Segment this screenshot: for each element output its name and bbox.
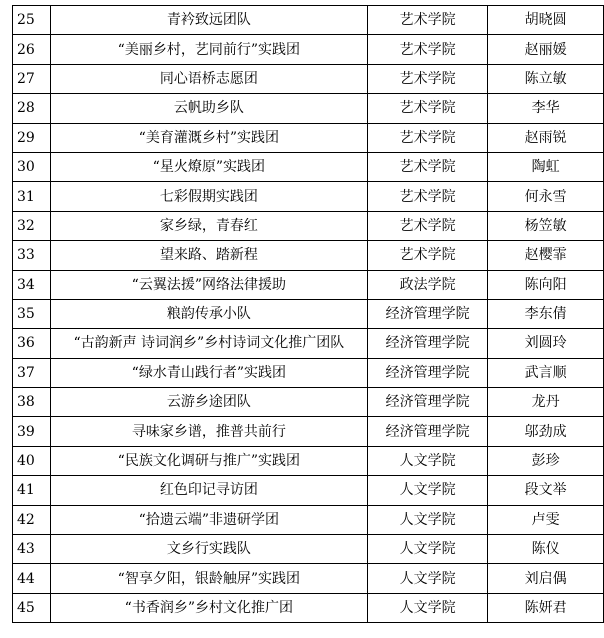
table-row	[13, 241, 604, 270]
table-row	[13, 152, 604, 181]
leader-name: 陈向阳	[488, 270, 604, 299]
team-name: “绿水青山践行者”实践团	[50, 358, 367, 387]
leader-name: 赵丽媛	[488, 35, 604, 64]
row-number: 35	[13, 299, 51, 328]
table-row	[13, 476, 604, 505]
college-name: 人文学院	[367, 505, 487, 534]
college-name: 艺术学院	[367, 64, 487, 93]
row-number: 25	[13, 6, 51, 35]
leader-name: 邬劲成	[488, 417, 604, 446]
team-name: “书香润乡”乡村文化推广团	[50, 593, 367, 622]
table-row	[13, 64, 604, 93]
row-number: 30	[13, 152, 51, 181]
college-name: 人文学院	[367, 564, 487, 593]
team-name: 寻味家乡谱，推普共前行	[50, 417, 367, 446]
college-name: 人文学院	[367, 446, 487, 475]
leader-name: 何永雪	[488, 182, 604, 211]
team-table-body	[13, 6, 604, 623]
leader-name: 李华	[488, 94, 604, 123]
row-number: 26	[13, 35, 51, 64]
table-row	[13, 6, 604, 35]
table-row	[13, 182, 604, 211]
team-name: “拾遗云端”非遗研学团	[50, 505, 367, 534]
row-number: 37	[13, 358, 51, 387]
table-row	[13, 270, 604, 299]
row-number: 40	[13, 446, 51, 475]
row-number: 33	[13, 241, 51, 270]
leader-name: 赵雨锐	[488, 123, 604, 152]
table-row	[13, 388, 604, 417]
table-row	[13, 417, 604, 446]
team-name: 同心语桥志愿团	[50, 64, 367, 93]
college-name: 艺术学院	[367, 241, 487, 270]
table-row	[13, 505, 604, 534]
college-name: 经济管理学院	[367, 299, 487, 328]
row-number: 32	[13, 211, 51, 240]
team-name: 七彩假期实践团	[50, 182, 367, 211]
table-row	[13, 358, 604, 387]
college-name: 艺术学院	[367, 6, 487, 35]
leader-name: 彭珍	[488, 446, 604, 475]
leader-name: 杨笠敏	[488, 211, 604, 240]
leader-name: 李东倩	[488, 299, 604, 328]
table-row	[13, 593, 604, 622]
table-row	[13, 564, 604, 593]
row-number: 44	[13, 564, 51, 593]
table-row	[13, 123, 604, 152]
college-name: 人文学院	[367, 593, 487, 622]
team-name: 云帆助乡队	[50, 94, 367, 123]
college-name: 艺术学院	[367, 211, 487, 240]
row-number: 34	[13, 270, 51, 299]
leader-name: 胡晓圆	[488, 6, 604, 35]
table-row	[13, 211, 604, 240]
leader-name: 陈妍君	[488, 593, 604, 622]
college-name: 艺术学院	[367, 152, 487, 181]
college-name: 经济管理学院	[367, 417, 487, 446]
table-row	[13, 299, 604, 328]
team-name: 青衿致远团队	[50, 6, 367, 35]
college-name: 艺术学院	[367, 182, 487, 211]
table-row	[13, 329, 604, 358]
college-name: 艺术学院	[367, 35, 487, 64]
leader-name: 刘圆玲	[488, 329, 604, 358]
leader-name: 龙丹	[488, 388, 604, 417]
college-name: 经济管理学院	[367, 329, 487, 358]
row-number: 38	[13, 388, 51, 417]
team-name: “美丽乡村，艺同前行”实践团	[50, 35, 367, 64]
leader-name: 陶虹	[488, 152, 604, 181]
team-name: 望来路、踏新程	[50, 241, 367, 270]
row-number: 27	[13, 64, 51, 93]
college-name: 经济管理学院	[367, 358, 487, 387]
row-number: 39	[13, 417, 51, 446]
college-name: 艺术学院	[367, 123, 487, 152]
row-number: 31	[13, 182, 51, 211]
team-name: 粮韵传承小队	[50, 299, 367, 328]
leader-name: 赵樱霏	[488, 241, 604, 270]
table-row	[13, 535, 604, 564]
team-name: “云翼法援”网络法律援助	[50, 270, 367, 299]
team-table	[12, 5, 604, 623]
college-name: 人文学院	[367, 476, 487, 505]
leader-name: 段文举	[488, 476, 604, 505]
college-name: 艺术学院	[367, 94, 487, 123]
team-name: 红色印记寻访团	[50, 476, 367, 505]
team-name: 家乡绿，青春红	[50, 211, 367, 240]
row-number: 45	[13, 593, 51, 622]
leader-name: 卢雯	[488, 505, 604, 534]
row-number: 29	[13, 123, 51, 152]
row-number: 43	[13, 535, 51, 564]
team-name: “民族文化调研与推广”实践团	[50, 446, 367, 475]
row-number: 42	[13, 505, 51, 534]
leader-name: 陈仪	[488, 535, 604, 564]
college-name: 政法学院	[367, 270, 487, 299]
leader-name: 武言顺	[488, 358, 604, 387]
team-name: “星火燎原”实践团	[50, 152, 367, 181]
team-name: 文乡行实践队	[50, 535, 367, 564]
team-name: 云游乡途团队	[50, 388, 367, 417]
team-name: “古韵新声 诗词润乡”乡村诗词文化推广团队	[50, 329, 367, 358]
leader-name: 刘启偶	[488, 564, 604, 593]
college-name: 经济管理学院	[367, 388, 487, 417]
team-name: “智享夕阳，银龄触屏”实践团	[50, 564, 367, 593]
table-row	[13, 94, 604, 123]
row-number: 28	[13, 94, 51, 123]
college-name: 人文学院	[367, 535, 487, 564]
table-row	[13, 446, 604, 475]
team-name: “美育灌溉乡村”实践团	[50, 123, 367, 152]
table-row	[13, 35, 604, 64]
leader-name: 陈立敏	[488, 64, 604, 93]
row-number: 36	[13, 329, 51, 358]
row-number: 41	[13, 476, 51, 505]
